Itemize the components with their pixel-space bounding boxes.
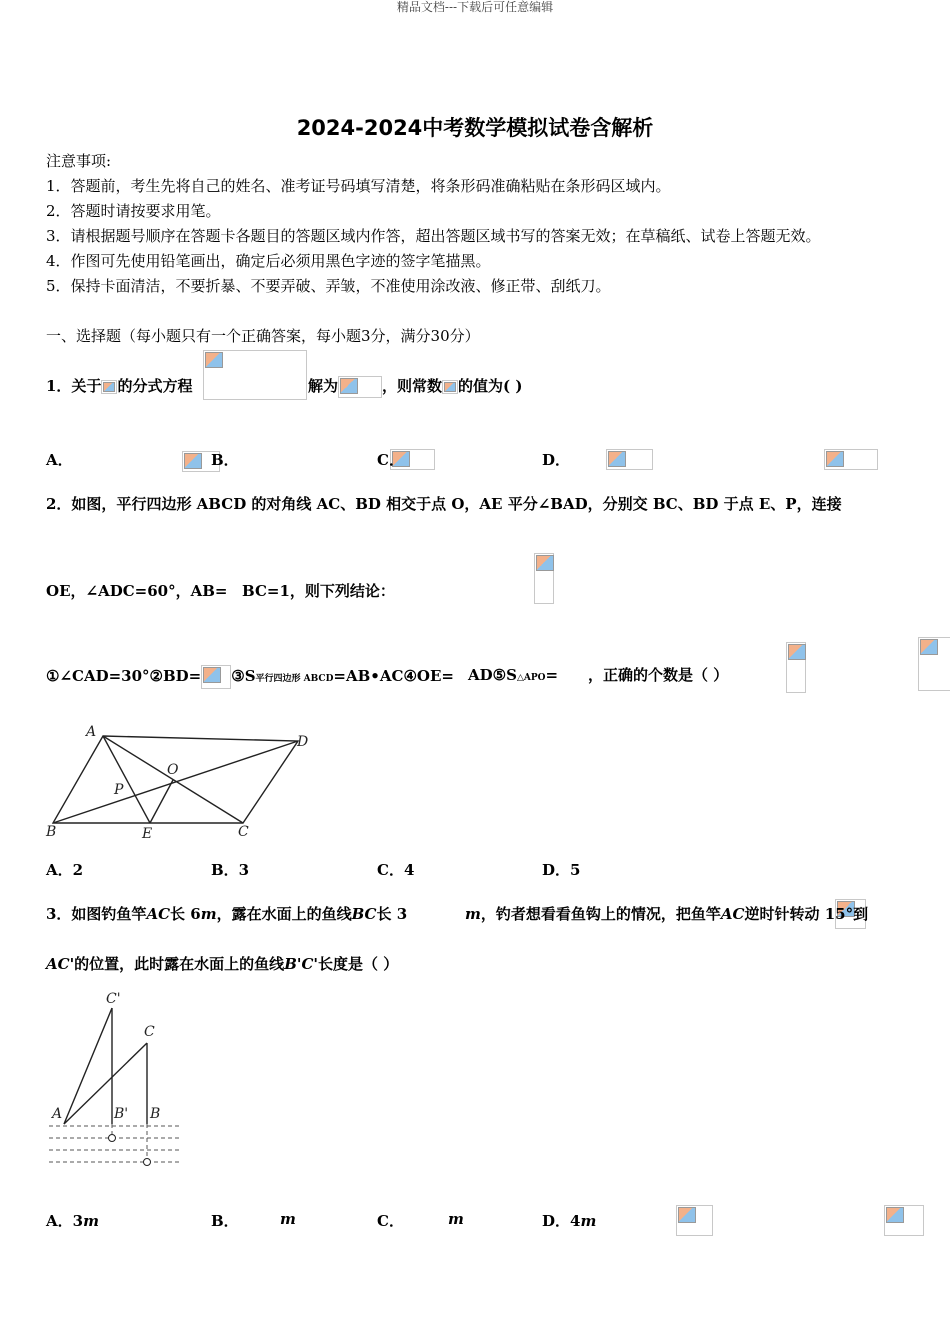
- question-2-conclusions: AD⑤S△APO=: [468, 666, 559, 684]
- formula-image: [442, 380, 458, 394]
- formula-image: [676, 1205, 713, 1236]
- option-unit: m: [280, 1210, 296, 1228]
- fishing-rod-figure: [44, 988, 189, 1178]
- formula-image: [606, 449, 653, 470]
- formula-image: [101, 380, 117, 394]
- page-title: 2024-2024中考数学模拟试卷含解析: [296, 116, 654, 140]
- option-b: B．3: [211, 861, 250, 879]
- question-3-text: 3．如图钓鱼竿AC长 6m，露在水面上的鱼线BC长 3: [46, 905, 408, 923]
- option-b: B．: [211, 1212, 239, 1230]
- formula-image: [534, 553, 554, 604]
- option-d: D．5: [542, 861, 581, 879]
- figure-label: P: [114, 782, 124, 798]
- option-c: C．4: [377, 861, 415, 879]
- question-2-conclusions: ①∠CAD=30°②BD= ③S平行四边形 ABCD=AB•AC④OE=: [46, 665, 454, 689]
- figure-label: C': [106, 991, 121, 1007]
- figure-label: O: [167, 762, 179, 778]
- question-2-text: OE，∠ADC=60°，AB=: [46, 582, 228, 600]
- formula-image: [824, 449, 878, 470]
- figure-label: C: [238, 824, 249, 840]
- formula-image: [786, 642, 806, 693]
- question-3-text: AC'的位置，此时露在水面上的鱼线B'C'长度是（ ）: [46, 955, 399, 973]
- notice-item: 4．作图可先使用铅笔画出，确定后必须用黑色字迹的签字笔描黑。: [46, 252, 491, 270]
- option-unit: m: [448, 1210, 464, 1228]
- figure-label: E: [142, 826, 153, 842]
- question-2-text: 2．如图，平行四边形 ABCD 的对角线 AC、BD 相交于点 O，AE 平分∠BAD，分别交 BC、BD 于点 E、P，连接: [46, 495, 842, 513]
- option-a: A．: [46, 451, 73, 469]
- notice-item: 1．答题前，考生先将自己的姓名、准考证号码填写清楚，将条形码准确粘贴在条形码区域内。: [46, 177, 671, 195]
- figure-label: C: [144, 1024, 155, 1040]
- question-3-text: m，钓者想看看鱼钩上的情况，把鱼竿AC逆时针转动 15°到: [465, 905, 869, 923]
- question-1-text-cont: 解为 ，则常数 的值为( ): [308, 376, 522, 398]
- option-c: C．: [377, 1212, 404, 1230]
- question-2-conclusions: ，正确的个数是（ ）: [588, 666, 729, 684]
- page-header: 精品文档---下载后可任意编辑: [396, 0, 554, 14]
- figure-label: A: [52, 1106, 63, 1122]
- option-a: A．3m: [46, 1212, 99, 1230]
- figure-label: B: [150, 1106, 161, 1122]
- formula-image: [338, 376, 382, 398]
- formula-image: [201, 665, 231, 689]
- notice-item: 3．请根据题号顺序在答题卡各题目的答题区域内作答，超出答题区域书写的答案无效；在草稿纸、试卷上答题无效。: [46, 227, 821, 245]
- parallelogram-figure: [40, 722, 325, 844]
- option-c: C．: [377, 451, 404, 469]
- formula-image: [203, 350, 307, 400]
- option-d: D．: [542, 451, 571, 469]
- formula-image: [884, 1205, 924, 1236]
- figure-label: B': [114, 1106, 129, 1122]
- section-heading: 一、选择题（每小题只有一个正确答案，每小题3分，满分30分）: [46, 327, 480, 345]
- notice-item: 5．保持卡面清洁，不要折暴、不要弄破、弄皱，不准使用涂改液、修正带、刮纸刀。: [46, 277, 611, 295]
- formula-image: [918, 637, 950, 691]
- option-d: D．4m: [542, 1212, 597, 1230]
- figure-label: A: [86, 724, 97, 740]
- option-a: A．2: [46, 861, 84, 879]
- figure-label: B: [46, 824, 57, 840]
- notice-item: 2．答题时请按要求用笔。: [46, 202, 221, 220]
- figure-label: D: [297, 734, 309, 750]
- question-2-text: BC=1，则下列结论：: [242, 582, 395, 600]
- question-1-text: 1．关于 的分式方程: [46, 377, 193, 395]
- option-b: B．: [211, 451, 239, 469]
- notice-heading: 注意事项:: [46, 152, 112, 170]
